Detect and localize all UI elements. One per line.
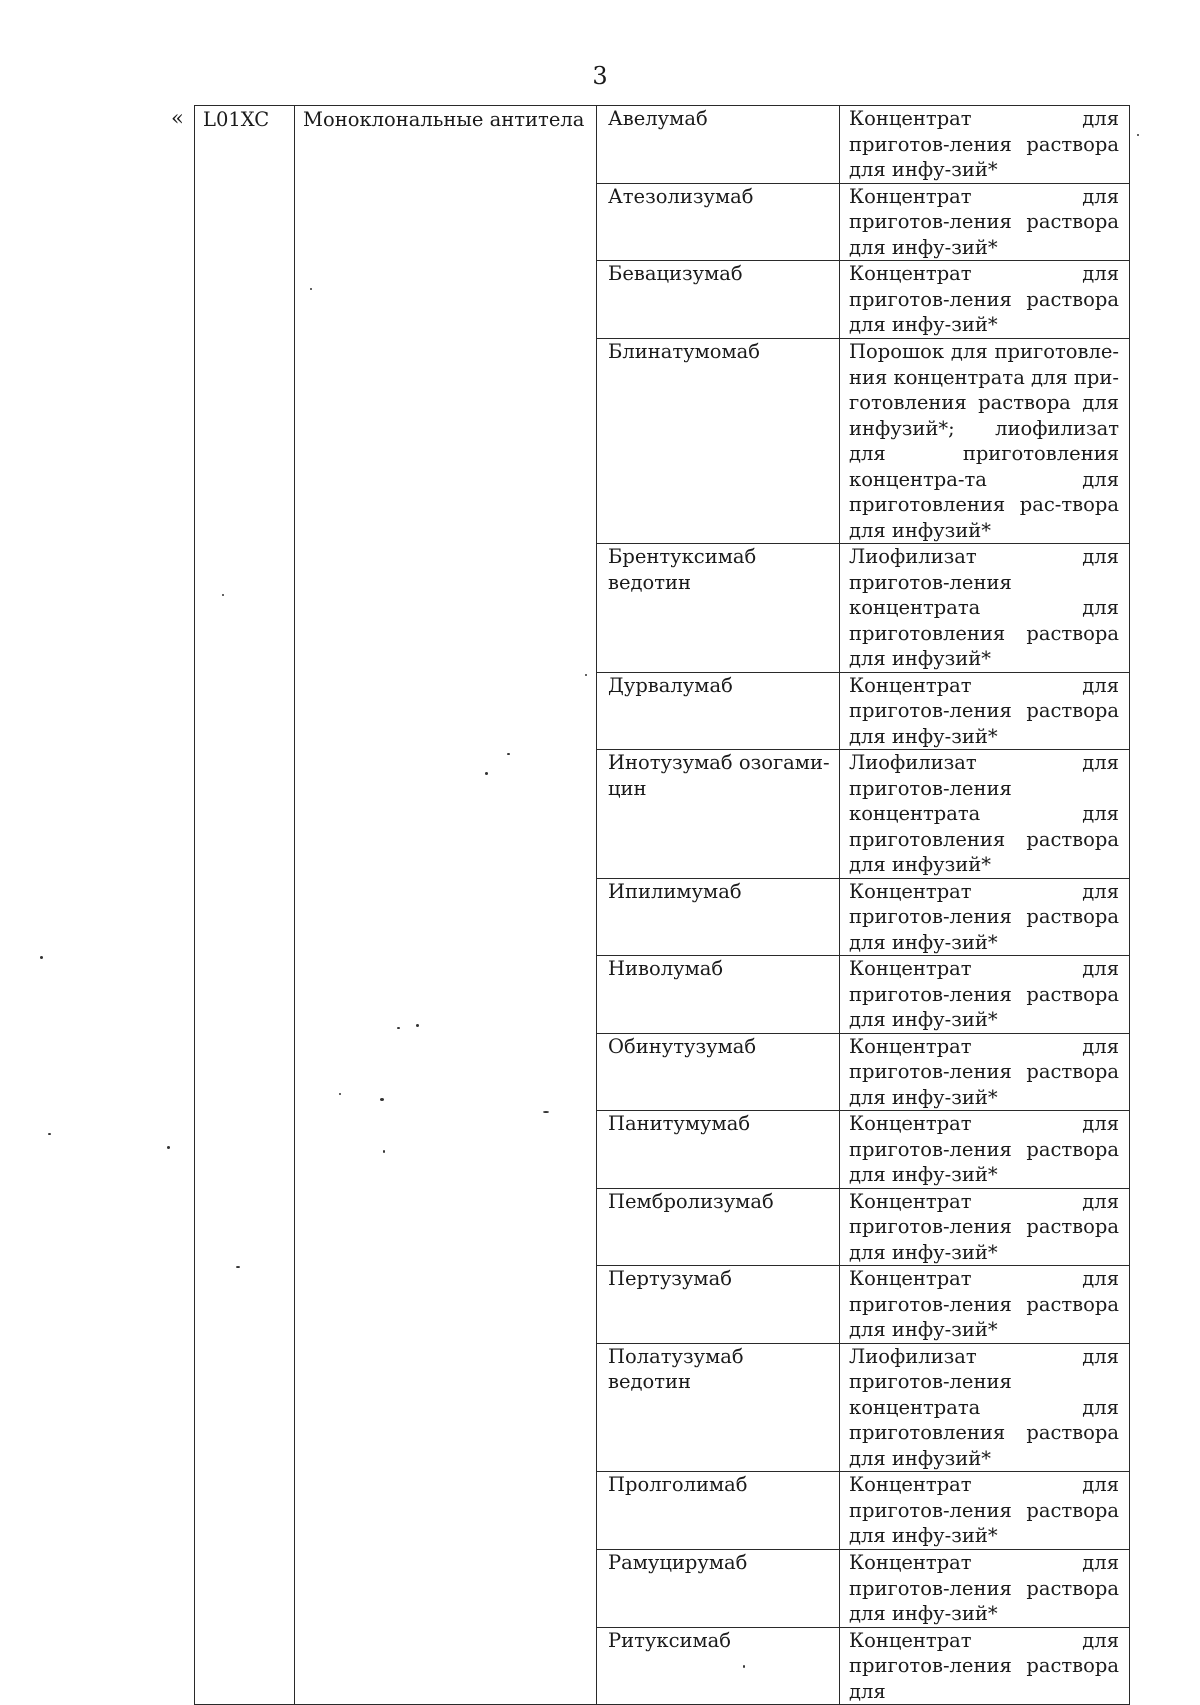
dosage-form-cell: Лиофилизат для приготов-ления концентрата для приготовления раствора для инфузий* — [840, 1343, 1130, 1472]
dosage-form-cell: Концентрат для приготов-ления раствора для инфу-зий* — [840, 183, 1130, 261]
drug-name-cell: Дурвалумаб — [597, 672, 840, 750]
drug-name-cell: Ниволумаб — [597, 956, 840, 1034]
atc-code-cell: L01XC — [195, 106, 295, 1705]
dosage-form-cell: Концентрат для приготов-ления раствора для инфу-зий* — [840, 956, 1130, 1034]
dosage-form-cell: Концентрат для приготов-ления раствора для инфу-зий* — [840, 1033, 1130, 1111]
dosage-form-cell: Концентрат для приготов-ления раствора для инфу-зий* — [840, 1266, 1130, 1344]
drug-name-cell: Бевацизумаб — [597, 261, 840, 339]
dosage-form-cell: Концентрат для приготов-ления раствора для инфу-зий* — [840, 878, 1130, 956]
dosage-form-cell: Лиофилизат для приготов-ления концентрата для приготовления раствора для инфузий* — [840, 544, 1130, 673]
group-name-cell: Моноклональные антитела — [295, 106, 597, 1705]
table-row — [195, 106, 1130, 184]
drug-name-cell: Блинатумомаб — [597, 339, 840, 544]
dosage-form-cell: Концентрат для приготов-ления раствора для инфу-зий* — [840, 1472, 1130, 1550]
drug-name-cell: Авелумаб — [597, 106, 840, 184]
dosage-form-cell: Концентрат для приготов-ления раствора для инфу-зий* — [840, 672, 1130, 750]
dosage-form-cell: Концентрат для приготов-ления раствора для инфу-зий* — [840, 1111, 1130, 1189]
page-number: 3 — [592, 62, 608, 90]
drug-table — [194, 105, 1130, 1705]
drug-name-cell: Ипилимумаб — [597, 878, 840, 956]
drug-name-cell: Ритуксимаб — [597, 1627, 840, 1705]
drug-name-cell: Обинутузумаб — [597, 1033, 840, 1111]
dosage-form-cell: Порошок для приготовле-ния концентрата для при-готовления раствора для инфузий*; лиофилизат для приготовления концентра-та для приготовления рас-твора для инфузий* — [840, 339, 1130, 544]
drug-name-cell: Полатузумаб ведотин — [597, 1343, 840, 1472]
drug-name-cell: Пертузумаб — [597, 1266, 840, 1344]
drug-name-cell: Рамуцирумаб — [597, 1550, 840, 1628]
drug-name-cell: Брентуксимаб ведотин — [597, 544, 840, 673]
opening-quote-mark: « — [171, 106, 184, 130]
dosage-form-cell: Концентрат для приготов-ления раствора для — [840, 1627, 1130, 1705]
drug-name-cell: Пролголимаб — [597, 1472, 840, 1550]
dosage-form-cell: Концентрат для приготов-ления раствора для инфу-зий* — [840, 1188, 1130, 1266]
dosage-form-cell: Лиофилизат для приготов-ления концентрата для приготовления раствора для инфузий* — [840, 750, 1130, 879]
drug-name-cell: Атезолизумаб — [597, 183, 840, 261]
dosage-form-cell: Концентрат для приготов-ления раствора для инфу-зий* — [840, 1550, 1130, 1628]
drug-name-cell: Панитумумаб — [597, 1111, 840, 1189]
drug-name-cell: Пембролизумаб — [597, 1188, 840, 1266]
drug-table-body — [195, 106, 1130, 1705]
dosage-form-cell: Концентрат для приготов-ления раствора для инфу-зий* — [840, 106, 1130, 184]
dosage-form-cell: Концентрат для приготов-ления раствора для инфу-зий* — [840, 261, 1130, 339]
drug-name-cell: Инотузумаб озогами-цин — [597, 750, 840, 879]
